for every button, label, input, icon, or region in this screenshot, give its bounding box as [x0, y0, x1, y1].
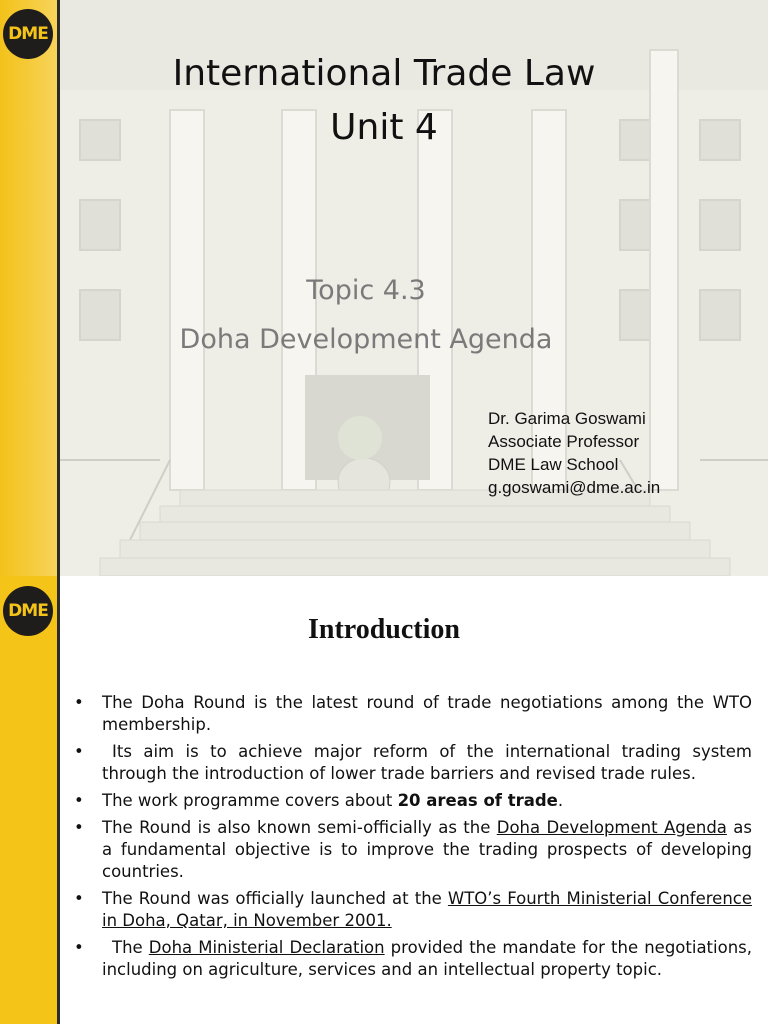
- bullet-icon: •: [74, 938, 84, 957]
- ministerial-conference-link[interactable]: WTO’s Fourth Ministerial Conference in Doha, Qatar, in November 2001.: [102, 889, 752, 930]
- slide-title-line1: International Trade Law: [172, 53, 596, 94]
- slide-heading: Introduction: [308, 614, 460, 645]
- author-position: Associate Professor: [488, 432, 640, 451]
- bullet-item: • The Doha Round is the latest round of trade negotiations among the WTO membership.: [74, 693, 752, 734]
- topic-number: Topic 4.3: [306, 275, 426, 306]
- bullet-item: • Its aim is to achieve major reform of the international trading system through the introduction of lower trade barriers and revised trade rules.: [74, 742, 752, 783]
- bullet-item: • The Doha Ministerial Declaration provided the mandate for the negotiations, including on agriculture, services and an intellectual property topic.: [74, 938, 753, 979]
- accent-sidebar: [0, 576, 60, 1024]
- author-email: g.goswami@dme.ac.in: [488, 478, 661, 497]
- bullet-item: • The work programme covers about 20 areas of trade.: [74, 791, 564, 810]
- dme-logo: DME: [3, 9, 53, 59]
- doha-ministerial-declaration-link[interactable]: Doha Ministerial Declaration: [148, 938, 385, 957]
- bullet-icon: •: [74, 742, 84, 761]
- bullet-icon: •: [74, 818, 84, 837]
- bullet-icon: •: [74, 791, 84, 810]
- author-block: [488, 407, 660, 499]
- bullet-list: [74, 692, 752, 986]
- bullet-item: • The Round is also known semi-officially as the Doha Development Agenda as a fundamental objective is to improve the trading prospects of developing countries.: [74, 818, 753, 881]
- author-institution: DME Law School: [488, 455, 619, 474]
- bullet-item: • The Round was officially launched at the WTO’s Fourth Ministerial Conference in Doha, Qatar, in November 2001.: [74, 889, 752, 930]
- topic-name: Doha Development Agenda: [179, 324, 553, 355]
- emphasis-text: 20 areas of trade: [397, 791, 558, 810]
- dme-logo: DME: [3, 586, 53, 636]
- bullet-icon: •: [74, 889, 84, 908]
- accent-sidebar: [0, 0, 60, 576]
- bullet-icon: •: [74, 693, 84, 712]
- slide-title-line2: Unit 4: [330, 107, 438, 148]
- author-name: Dr. Garima Goswami: [488, 409, 646, 428]
- doha-development-agenda-link[interactable]: Doha Development Agenda: [496, 818, 727, 837]
